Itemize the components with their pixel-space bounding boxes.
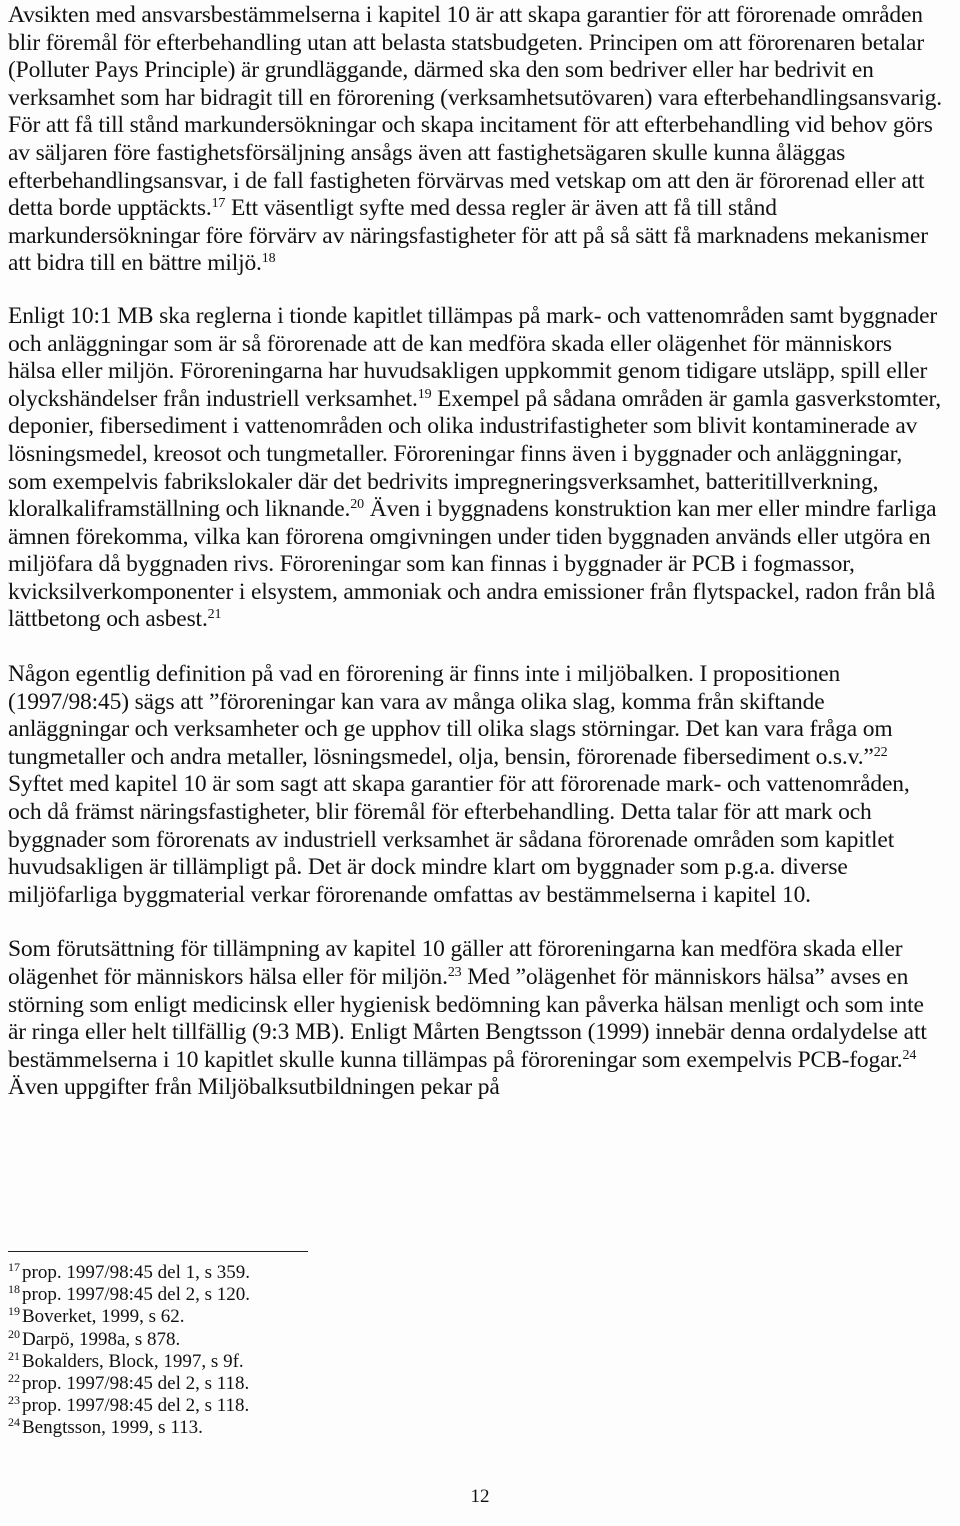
text-segment: Avsikten med ansvarsbestämmelserna i kapitel 10 är att skapa garantier för att förorenade områden blir föremål för efterbehandling utan att belasta statsbudgeten. Principen om att förorenaren betalar (Polluter Pays Principle) är grundläggande, därmed ska den som bedriver eller har bedrivit en verksamhet som har bidragit till en förorening (verksamhetsutövaren) vara efterbehandlingsansvarig. För att få till stånd markundersökningar och skapa incitament för att efterbehandling vid behov görs av säljaren före fastighetsförsäljning ansågs även att fastighetsägaren skulle kunna åläggas efterbehandlingsansvar, i de fall fastigheten förvärvas med vetskap om att den är förorenad eller att detta borde upptäckts. xyxy=(8,2,942,222)
footnote xyxy=(8,1306,250,1328)
footnotes xyxy=(8,1262,250,1440)
footnote-text: Boverket, 1999, s 62. xyxy=(22,1306,185,1328)
text-segment: Med ”olägenhet för människors hälsa” avses en störning som enligt medicinsk eller hygienisk bedömning kan påverka hälsan menligt och som inte är ringa eller helt tillfällig (9:3 MB). Enligt Mårten Bengtsson (1999) innebär denna ordalydelse att bestämmelserna i 10 kapitlet skulle kunna tillämpas på föroreningar som exempelvis PCB-fogar. xyxy=(8,964,927,1073)
paragraph xyxy=(8,661,944,909)
footnote xyxy=(8,1284,250,1306)
footnote xyxy=(8,1417,250,1439)
footnote-text: Bengtsson, 1999, s 113. xyxy=(22,1417,203,1439)
footnote-number: 20 xyxy=(8,1326,20,1341)
footnote-text: prop. 1997/98:45 del 2, s 118. xyxy=(22,1395,250,1417)
footnote-number: 18 xyxy=(8,1282,20,1297)
paragraph xyxy=(8,303,944,634)
paragraph xyxy=(8,2,944,278)
footnote-reference: 21 xyxy=(207,607,222,623)
footnote-text: Darpö, 1998a, s 878. xyxy=(22,1328,181,1350)
text-segment: Exempel på sådana områden är gamla gasverkstomter, deponier, fibersediment i vattenområden och olika industrifastigheter som blivit kontaminerade av lösningsmedel, kreosot och tungmetaller. Föroreningar finns även i byggnader och anläggningar, som exempelvis fabrikslokaler där det bedrivits impregneringsverksamhet, batteritillverkning, kloralkaliframställning och liknande. xyxy=(8,385,941,523)
text-segment: Även i byggnadens konstruktion kan mer eller mindre farliga ämnen förekomma, vilka kan förorena omgivningen under tiden byggnaden används eller utgöra en miljöfara då byggnaden rivs. Föroreningar som kan finnas i byggnader är PCB i fogmassor, kvicksilverkomponenter i elsystem, ammoniak och andra emissioner från flytspackel, radon från blå lättbetong och asbest. xyxy=(8,496,937,633)
footnote-reference: 23 xyxy=(447,965,462,980)
footnote-separator xyxy=(8,1251,308,1252)
footnote-reference: 20 xyxy=(350,497,364,513)
footnote-reference: 18 xyxy=(261,251,276,267)
footnote xyxy=(8,1326,250,1351)
text-segment: Enligt 10:1 MB ska reglerna i tionde kapitlet tillämpas på mark- och vattenområden samt byggnader och anläggningar som är så förorenade att de kan medföra skada eller olägenhet för människors hälsa eller miljön. Föroreningarna har huvudsakligen uppkommit genom tidigare utsläpp, spill eller olyckshändelser från industriell verksamhet. xyxy=(8,302,938,412)
body-text xyxy=(8,2,944,1102)
footnote-number: 23 xyxy=(8,1393,20,1408)
footnote-text: prop. 1997/98:45 del 2, s 120. xyxy=(22,1284,250,1306)
paragraph xyxy=(8,936,944,1102)
footnote-text: Bokalders, Block, 1997, s 9f. xyxy=(22,1350,244,1372)
footnote xyxy=(8,1262,250,1284)
text-segment: Även uppgifter från Miljöbalksutbildningen pekar på xyxy=(8,1074,500,1101)
text-segment: Syftet med kapitel 10 är som sagt att skapa garantier för att förorenade mark- och vattenområden, och då främst näringsfastigheter, blir föremål för efterbehandling. Detta talar för att mark och byggnader som förorenats av industriell verksamhet är sådana förorenade områden som kapitlet huvudsakligen är tillämpligt på. Det är dock mindre klart om byggnader som p.g.a. diverse miljöfarliga byggmaterial verkar förorenande omfattas av bestämmelserna i kapitel 10. xyxy=(8,771,910,908)
footnote-text: prop. 1997/98:45 del 1, s 359. xyxy=(22,1262,250,1283)
footnote xyxy=(8,1395,250,1417)
footnote-number: 21 xyxy=(8,1348,20,1363)
text-segment: Som förutsättning för tillämpning av kapitel 10 gäller att föroreningarna kan medföra skada eller olägenhet för människors hälsa eller för miljön. xyxy=(8,936,903,990)
footnote-reference: 19 xyxy=(417,386,432,402)
footnote-number: 22 xyxy=(8,1371,20,1386)
footnote-reference: 22 xyxy=(873,744,888,760)
footnote-text: prop. 1997/98:45 del 2, s 118. xyxy=(22,1373,250,1395)
text-segment: Ett väsentligt syfte med dessa regler är även att få till stånd markundersökningar före förvärv av näringsfastigheter för att på så sätt få marknadens mekanismer att bidra till en bättre miljö. xyxy=(8,195,928,277)
footnote-number: 19 xyxy=(8,1304,20,1319)
footnote-number: 17 xyxy=(8,1260,20,1274)
footnote-reference: 17 xyxy=(211,196,226,212)
footnote-number: 24 xyxy=(8,1415,20,1430)
footnote-reference: 24 xyxy=(902,1047,917,1063)
text-segment: Någon egentlig definition på vad en förorening är finns inte i miljöbalken. I propositionen (1997/98:45) sägs att ”föroreningar kan vara av många olika slag, komma från skiftande anläggningar och verksamheter och ge upphov till olika slags störningar. Det kan vara fråga om tungmetaller och andra metaller, lösningsmedel, olja, bensin, förorenade fibersediment o.s.v.” xyxy=(8,661,893,770)
footnote xyxy=(8,1348,250,1373)
page-number: 12 xyxy=(470,1486,490,1507)
footnote xyxy=(8,1373,250,1395)
